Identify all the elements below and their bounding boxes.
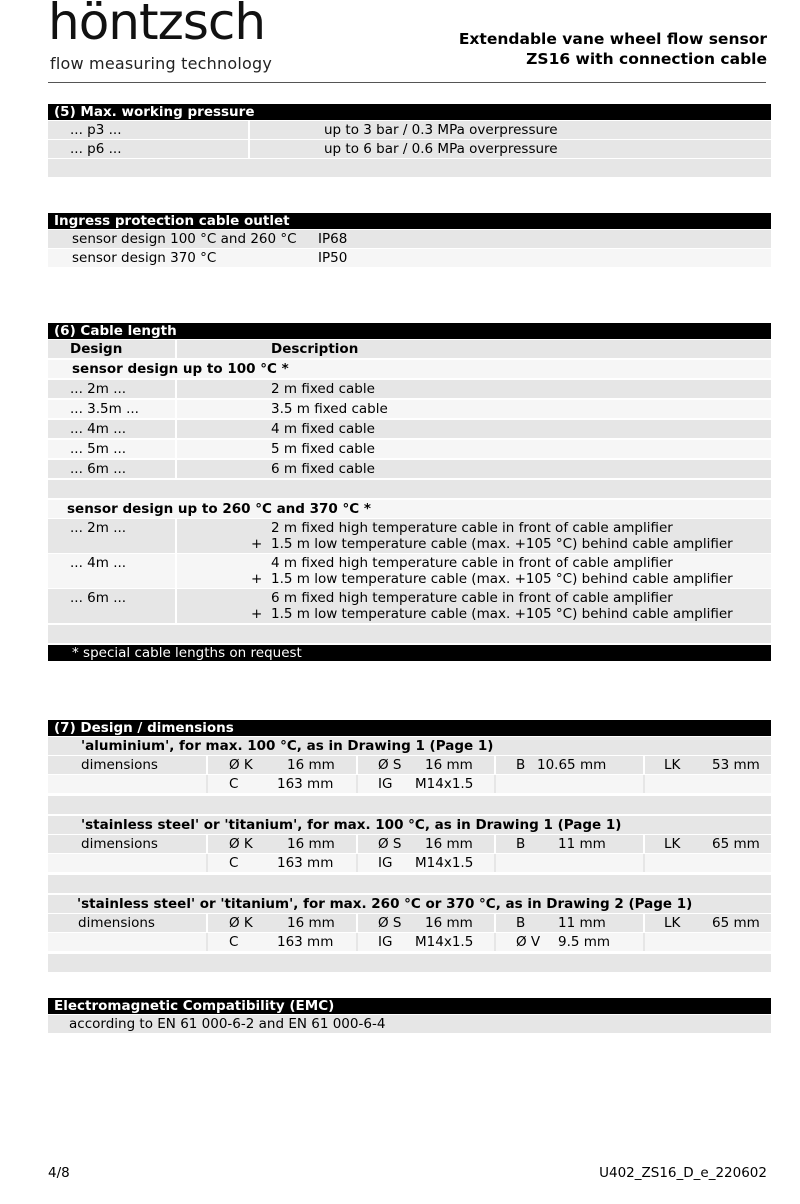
option-desc-line1: 2 m fixed high temperature cable in front of cable amplifier (271, 520, 673, 536)
cable-note: * special cable lengths on request (72, 645, 302, 661)
section-title: (5) Max. working pressure (48, 104, 771, 120)
dim-b-val: 11 mm (558, 915, 606, 931)
option-code: ... 3.5m ... (70, 401, 139, 417)
dim-lk: LK (664, 757, 681, 773)
dim-s: Ø S (378, 836, 402, 852)
dim-b: B (516, 915, 526, 931)
company-logo: höntzsch (48, 0, 266, 51)
design-heading (48, 895, 771, 913)
option-code: ... 6m ... (70, 590, 127, 606)
dim-s-val: 16 mm (425, 757, 473, 773)
option-code: ... 6m ... (70, 461, 127, 477)
design-heading-text: 'stainless steel' or 'titanium', for max. 260 °C or 370 °C, as in Drawing 2 (Page 1) (77, 896, 693, 912)
dim-b-val: 11 mm (558, 836, 606, 852)
dim-lk: LK (664, 836, 681, 852)
option-code: ... 5m ... (70, 441, 127, 457)
dimension-row (48, 914, 771, 932)
group-title: sensor design up to 100 °C * (72, 361, 289, 377)
table-row (48, 440, 771, 458)
dimension-label: dimensions (81, 757, 158, 773)
dim-c-val: 163 mm (277, 855, 334, 871)
dim-s: Ø S (378, 915, 402, 931)
table-row (48, 400, 771, 418)
option-desc: 6 m fixed cable (271, 461, 375, 477)
dimension-row (48, 854, 771, 872)
dimension-label: dimensions (78, 915, 155, 931)
table-row (48, 230, 771, 248)
option-code: ... 4m ... (70, 555, 127, 571)
design-heading-text: 'aluminium', for max. 100 °C, as in Drawing 1 (Page 1) (81, 738, 494, 754)
group-title: sensor design up to 260 °C and 370 °C * (67, 501, 371, 517)
dim-lk-val: 65 mm (712, 915, 760, 931)
emc-text: according to EN 61 000-6-2 and EN 61 000-6-4 (69, 1016, 386, 1032)
table-row (48, 380, 771, 398)
option-desc-line1: 4 m fixed high temperature cable in front of cable amplifier (271, 555, 673, 571)
document-title-line2: ZS16 with connection cable (526, 50, 767, 68)
col-header-description: Description (271, 341, 359, 357)
plus-sign: + (251, 536, 263, 552)
option-code: ... 2m ... (70, 381, 127, 397)
table-row (48, 460, 771, 478)
dim-ig-val: M14x1.5 (415, 855, 474, 871)
design-heading (48, 816, 771, 834)
spacer-row (48, 159, 771, 177)
company-tagline: flow measuring technology (50, 54, 272, 73)
option-desc-line2: 1.5 m low temperature cable (max. +105 °C) behind cable amplifier (271, 606, 733, 622)
dim-lk-val: 53 mm (712, 757, 760, 773)
option-desc-line1: 6 m fixed high temperature cable in front of cable amplifier (271, 590, 673, 606)
group-heading (48, 500, 771, 518)
spacer-row (48, 480, 771, 498)
section-title: (7) Design / dimensions (48, 720, 771, 736)
pressure-section (48, 104, 771, 177)
document-title (459, 29, 767, 69)
page-number: 4/8 (48, 1165, 70, 1181)
column-header-row (48, 340, 771, 358)
table-row (48, 554, 771, 588)
section-title: (6) Cable length (48, 323, 771, 339)
ingress-value: IP68 (318, 231, 348, 247)
design-section (48, 720, 771, 972)
dim-v: Ø V (516, 934, 541, 950)
section-title: Electromagnetic Compatibility (EMC) (48, 998, 771, 1014)
option-desc: 4 m fixed cable (271, 421, 375, 437)
plus-sign: + (251, 571, 263, 587)
spacer-row (48, 796, 771, 814)
plus-sign: + (251, 606, 263, 622)
cable-section (48, 323, 771, 661)
design-heading-text: 'stainless steel' or 'titanium', for max. 100 °C, as in Drawing 1 (Page 1) (81, 817, 622, 833)
spacer-row (48, 954, 771, 972)
dim-v-val: 9.5 mm (558, 934, 611, 950)
ingress-value: IP50 (318, 250, 348, 266)
table-row (48, 519, 771, 553)
option-code: ... p3 ... (70, 122, 122, 138)
ingress-label: sensor design 100 °C and 260 °C (72, 231, 297, 247)
ingress-section (48, 213, 771, 267)
dim-k-val: 16 mm (287, 836, 335, 852)
dimension-row (48, 775, 771, 793)
group-heading (48, 360, 771, 378)
dim-ig: IG (378, 855, 393, 871)
dim-lk-val: 65 mm (712, 836, 760, 852)
dim-k: Ø K (229, 836, 253, 852)
dim-b-val: 10.65 mm (537, 757, 607, 773)
table-row (48, 249, 771, 267)
spacer-row (48, 875, 771, 893)
design-heading (48, 737, 771, 755)
dim-k-val: 16 mm (287, 757, 335, 773)
option-desc: up to 3 bar / 0.3 MPa overpressure (324, 122, 558, 138)
dim-ig: IG (378, 776, 393, 792)
dim-c: C (229, 934, 239, 950)
table-row (48, 1015, 771, 1033)
option-code: ... 2m ... (70, 520, 127, 536)
dim-c: C (229, 855, 239, 871)
dim-ig-val: M14x1.5 (415, 776, 474, 792)
dimension-row (48, 835, 771, 853)
dim-s: Ø S (378, 757, 402, 773)
option-desc: 5 m fixed cable (271, 441, 375, 457)
table-row (48, 140, 771, 158)
dim-k: Ø K (229, 915, 253, 931)
dimension-row (48, 933, 771, 951)
section-title: Ingress protection cable outlet (48, 213, 771, 229)
header-divider (48, 82, 766, 83)
option-desc: 2 m fixed cable (271, 381, 375, 397)
option-desc-line2: 1.5 m low temperature cable (max. +105 °C) behind cable amplifier (271, 571, 733, 587)
dim-c: C (229, 776, 239, 792)
dim-b: B (516, 836, 526, 852)
dimension-row (48, 756, 771, 774)
dimension-label: dimensions (81, 836, 158, 852)
emc-section (48, 998, 771, 1033)
dim-c-val: 163 mm (277, 776, 334, 792)
cable-note-bar (48, 645, 771, 661)
dim-b: B (516, 757, 526, 773)
option-code: ... p6 ... (70, 141, 122, 157)
document-title-line1: Extendable vane wheel flow sensor (458, 30, 767, 48)
option-code: ... 4m ... (70, 421, 127, 437)
table-row (48, 589, 771, 623)
option-desc: 3.5 m fixed cable (271, 401, 388, 417)
dim-k: Ø K (229, 757, 253, 773)
dim-ig-val: M14x1.5 (415, 934, 474, 950)
col-header-design: Design (70, 341, 123, 357)
document-id: U402_ZS16_D_e_220602 (599, 1165, 767, 1181)
dim-ig: IG (378, 934, 393, 950)
spacer-row (48, 625, 771, 643)
ingress-label: sensor design 370 °C (72, 250, 217, 266)
table-row (48, 121, 771, 139)
dim-c-val: 163 mm (277, 934, 334, 950)
table-row (48, 420, 771, 438)
dim-s-val: 16 mm (425, 836, 473, 852)
option-desc-line2: 1.5 m low temperature cable (max. +105 °C) behind cable amplifier (271, 536, 733, 552)
dim-s-val: 16 mm (425, 915, 473, 931)
dim-k-val: 16 mm (287, 915, 335, 931)
dim-lk: LK (664, 915, 681, 931)
option-desc: up to 6 bar / 0.6 MPa overpressure (324, 141, 558, 157)
